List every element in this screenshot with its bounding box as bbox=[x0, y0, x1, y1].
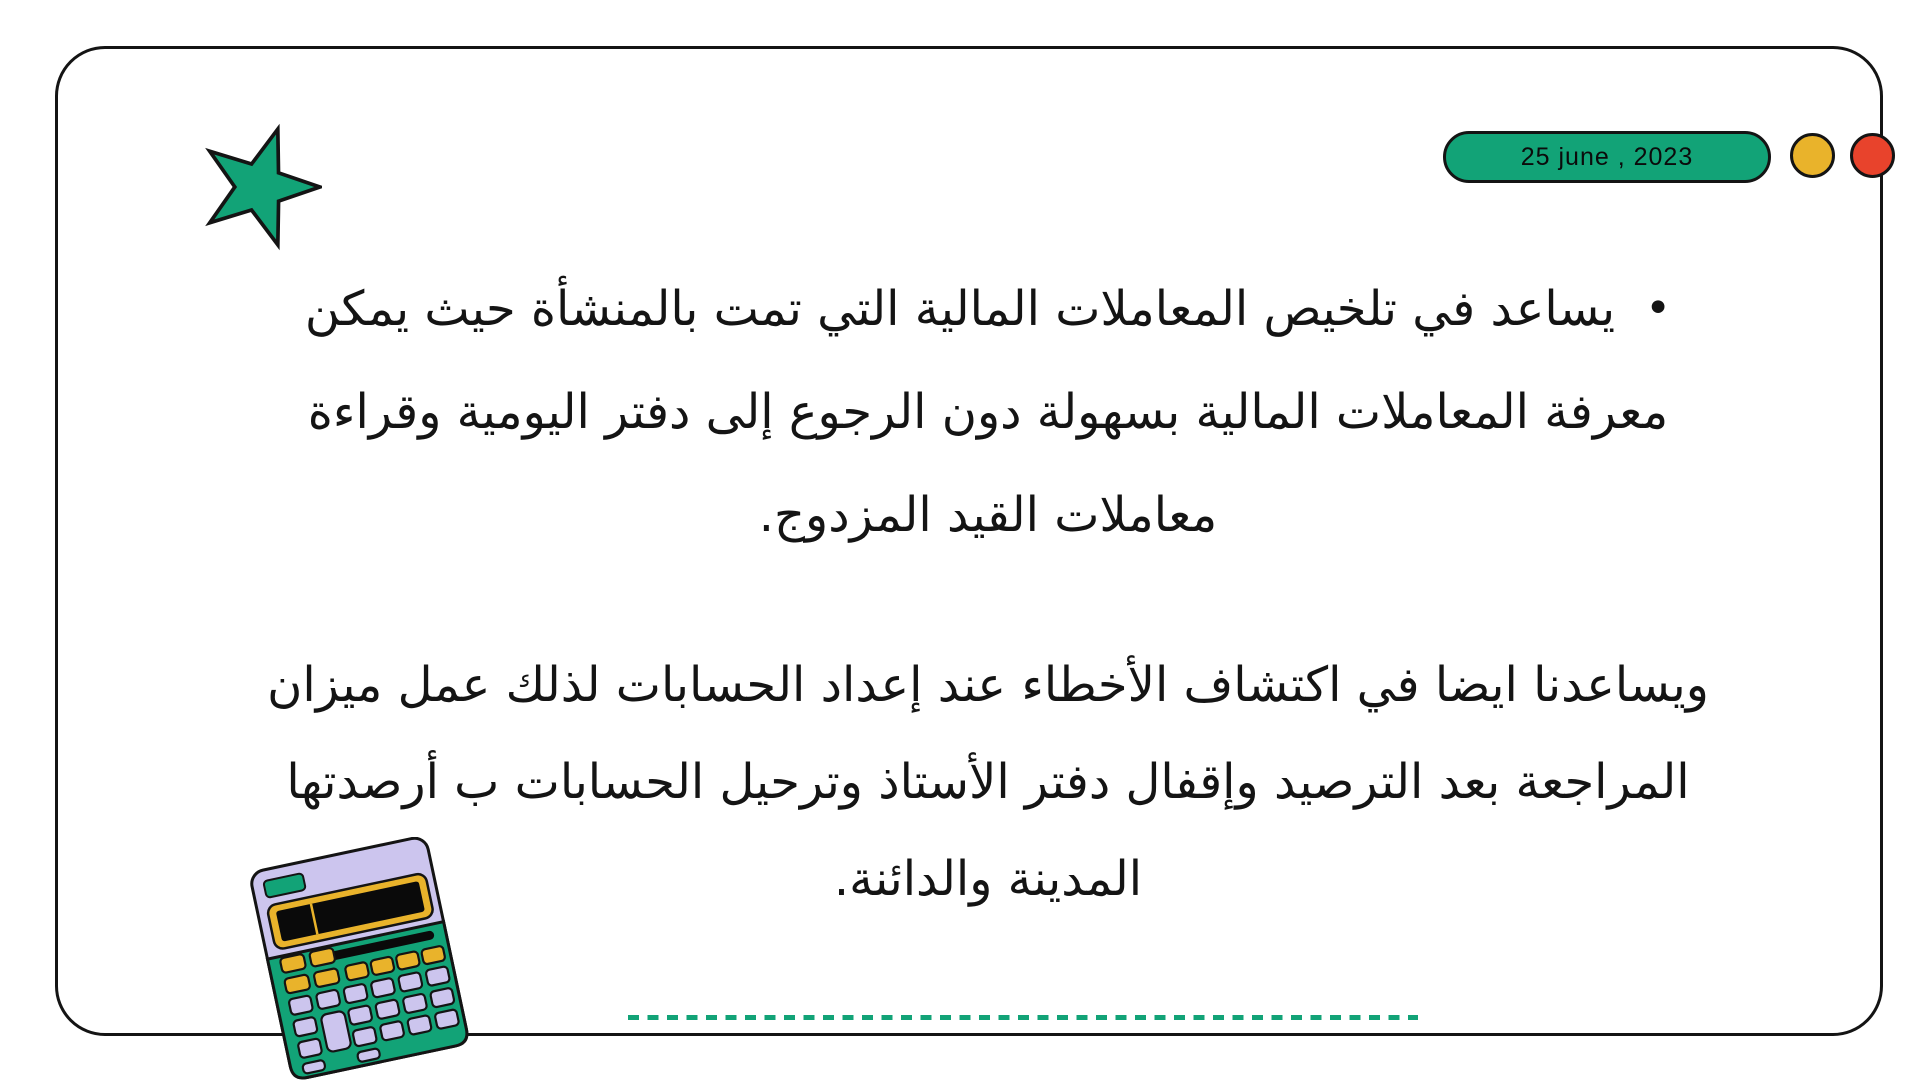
yellow-circle-icon bbox=[1790, 133, 1835, 178]
paragraph1-line2: معرفة المعاملات المالية بسهولة دون الرجوع إلى دفتر اليومية وقراءة bbox=[307, 384, 1669, 440]
bullet-icon: • bbox=[1645, 283, 1672, 334]
text-line bbox=[158, 257, 1818, 361]
calculator-icon bbox=[218, 837, 493, 1080]
paragraph2-line1: ويساعدنا ايضا في اكتشاف الأخطاء عند إعداد الحسابات لذلك عمل ميزان bbox=[267, 657, 1709, 713]
date-badge bbox=[1443, 131, 1771, 183]
paragraph1-line3: معاملات القيد المزدوج. bbox=[758, 487, 1218, 543]
paragraph1-line1: يساعد في تلخيص المعاملات المالية التي تمت بالمنشأة حيث يمكن bbox=[304, 281, 1616, 337]
paragraph-ledger-summary bbox=[158, 257, 1818, 567]
paragraph2-line2: المراجعة بعد الترصيد وإقفال دفتر الأستاذ وترحيل الحسابات ب أرصدتها bbox=[286, 754, 1690, 810]
red-circle-icon bbox=[1850, 133, 1895, 178]
dashed-divider bbox=[628, 1015, 1418, 1020]
star-icon bbox=[196, 121, 322, 253]
paragraph2-line3: المدينة والدائنة. bbox=[833, 851, 1143, 907]
slide-card bbox=[55, 46, 1883, 1036]
date-badge-label: 25 june , 2023 bbox=[1520, 142, 1694, 171]
